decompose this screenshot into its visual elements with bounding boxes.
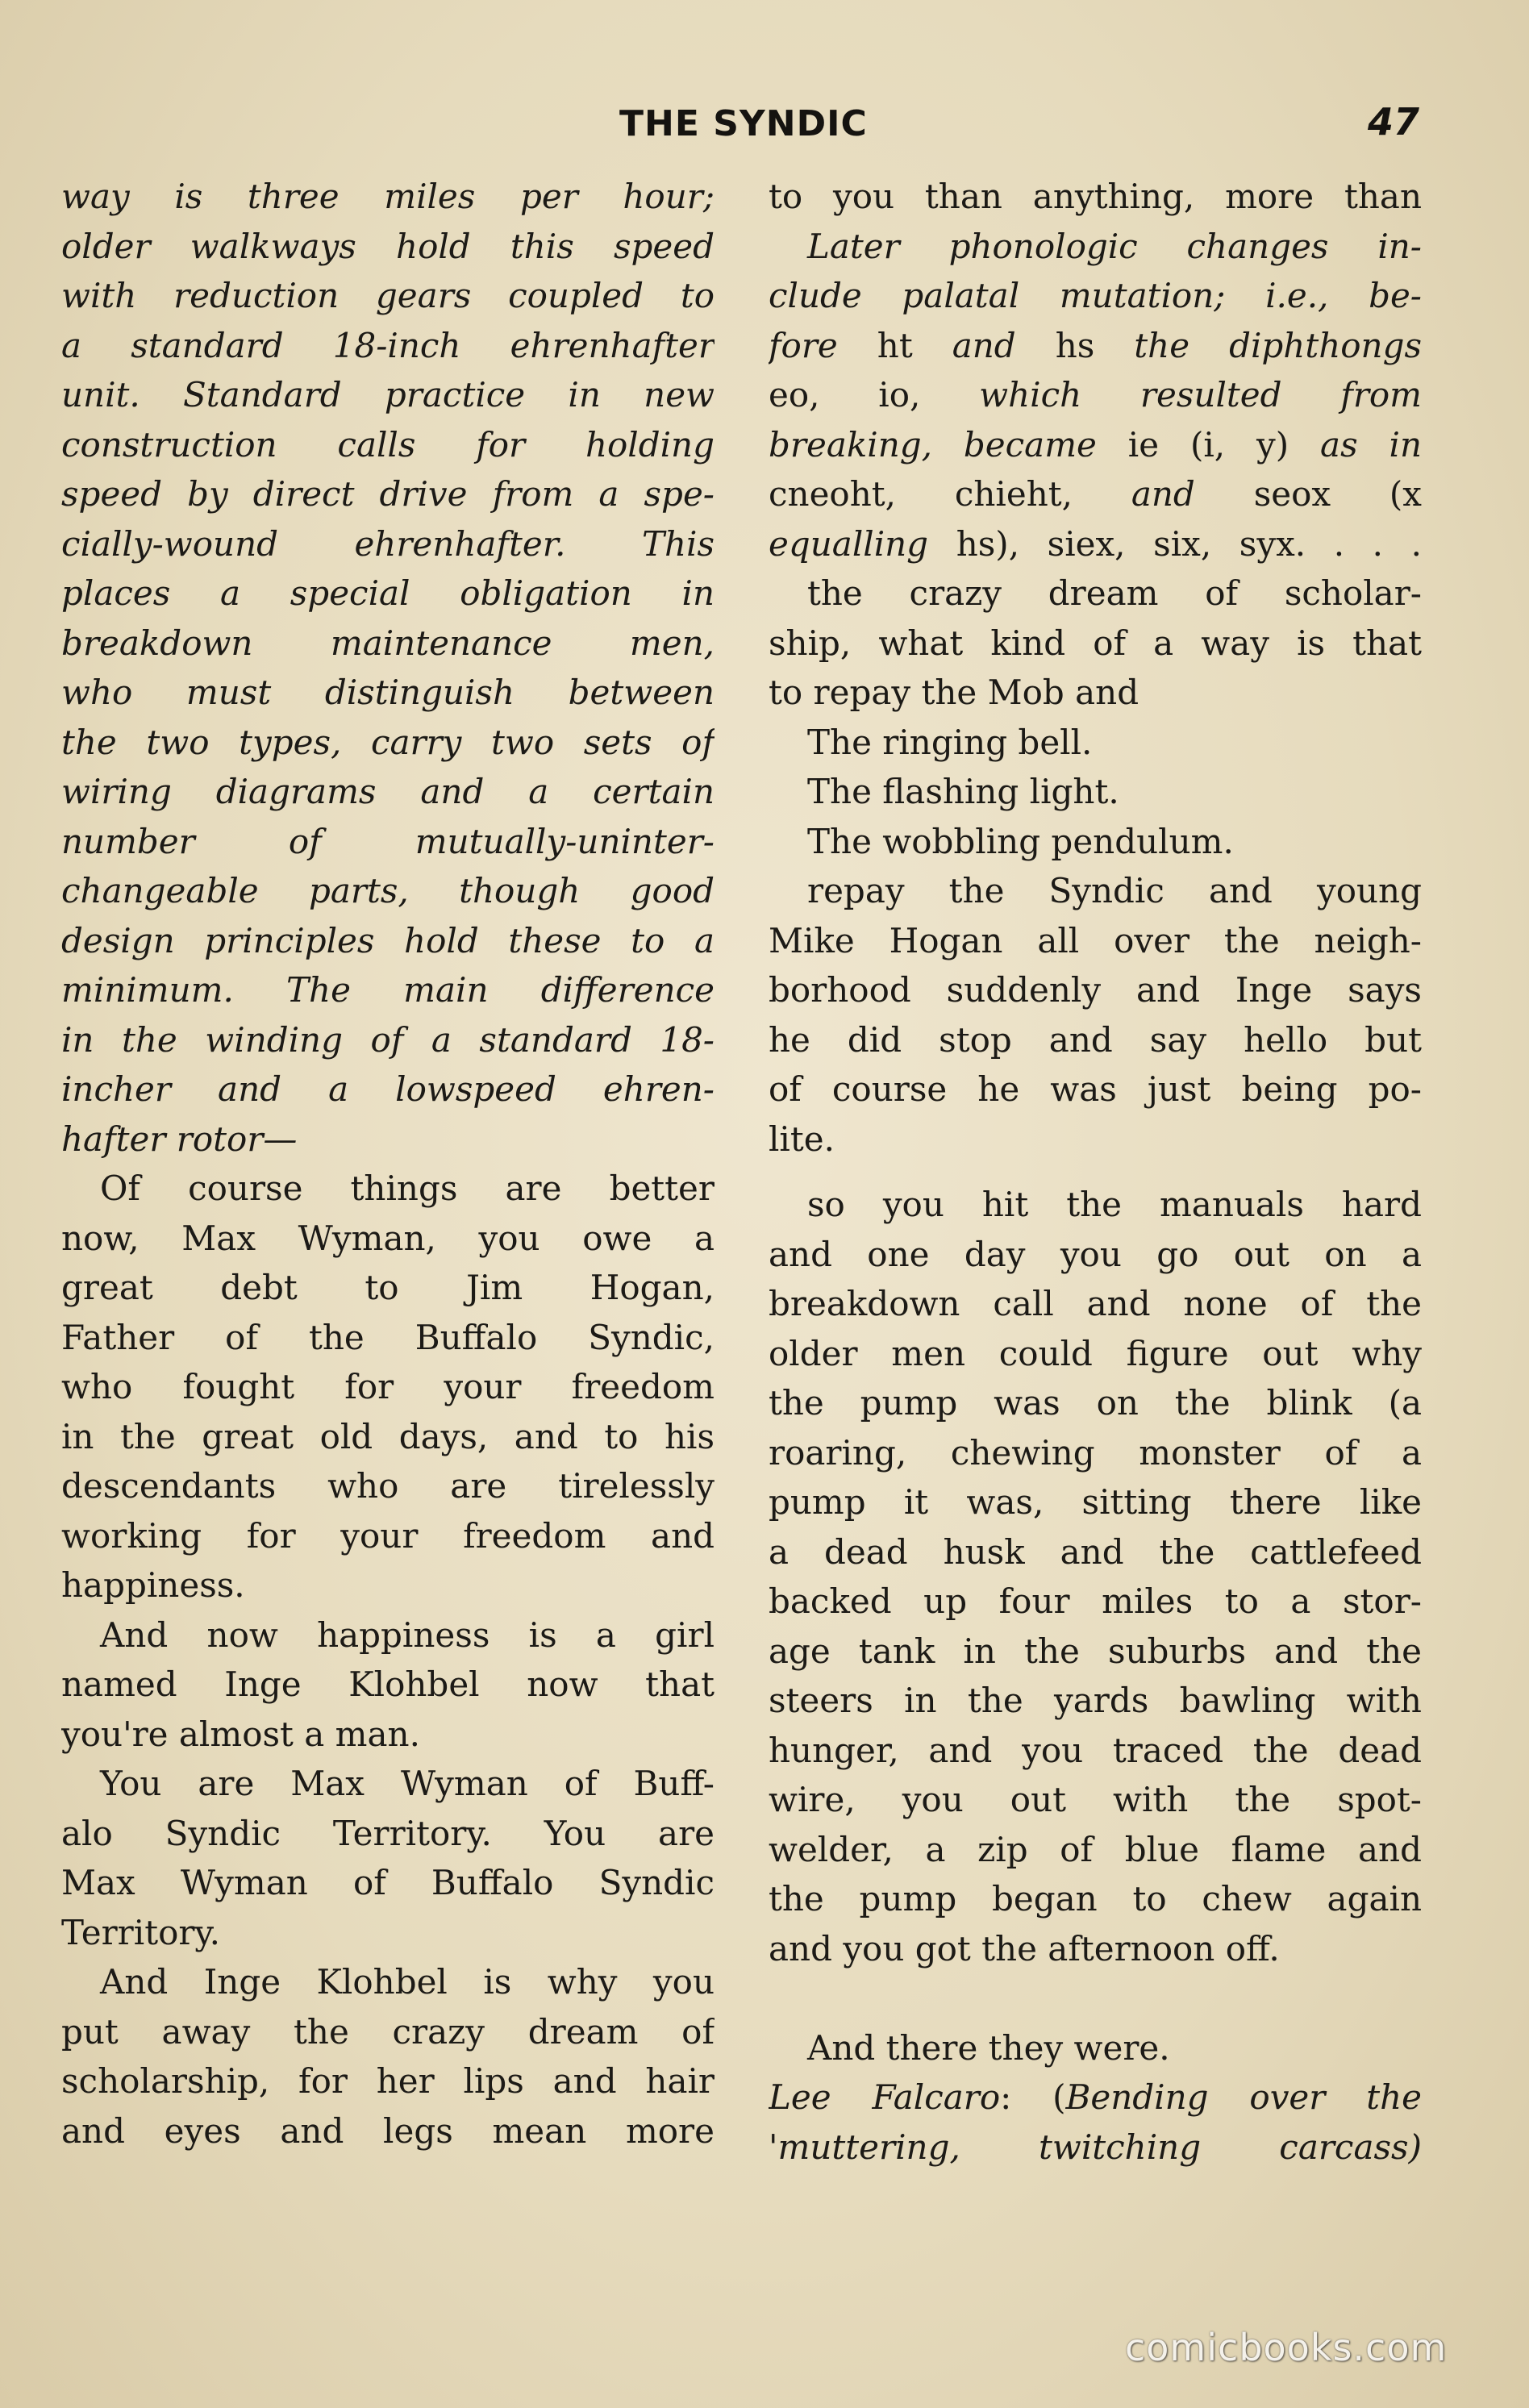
text-line: working for your freedom and <box>61 1515 715 1556</box>
text-line <box>769 469 1422 519</box>
paragraph-first-line: The ringing bell. <box>807 722 1093 762</box>
text-line: the pump began to chew again <box>769 1879 1422 1918</box>
text-line: and eyes and legs mean more <box>61 2110 715 2151</box>
text-span: and <box>1131 474 1195 514</box>
paragraph-first-line: The wobbling pendulum. <box>807 821 1234 861</box>
paragraph-first-line: the crazy dream of scholar- <box>807 573 1422 613</box>
text-line: he did stop and say hello but <box>769 1019 1422 1060</box>
text-line: and you got the afternoon off. <box>769 1928 1280 1968</box>
text-line: in the winding of a standard 18- <box>61 1019 715 1060</box>
paragraph-first-line: so you hit the manuals hard <box>807 1185 1422 1224</box>
paragraph-first-line: And now happiness is a girl <box>100 1614 715 1655</box>
text-line: speed by direct drive from a spe- <box>61 474 715 514</box>
text-line: older walkways hold this speed <box>61 226 715 266</box>
text-line: steers in the yards bawling with <box>769 1681 1422 1720</box>
text-line: ship, what kind of a way is that <box>769 623 1422 663</box>
text-span: the diphthongs <box>1134 325 1422 365</box>
paragraph-first-line: You are Max Wyman of Buff- <box>100 1764 715 1803</box>
text-span: fore <box>769 325 838 365</box>
text-line: welder, a zip of blue flame and <box>769 1829 1422 1869</box>
text-line: put away the crazy dream of <box>61 2011 715 2052</box>
text-line: unit. Standard practice in new <box>61 375 715 415</box>
watermark: comicbooks.com <box>1125 2326 1448 2369</box>
text-line: changeable parts, though good <box>61 871 715 910</box>
text-line: with reduction gears coupled to <box>61 276 715 315</box>
text-line: hunger, and you traced the dead <box>769 1730 1422 1770</box>
paragraph-first-line: And Inge Klohbel is why you <box>100 1962 715 2002</box>
running-title: THE SYNDIC <box>619 103 868 144</box>
text-line: breakdown call and none of the <box>769 1284 1422 1323</box>
paragraph-first-line: Later phonologic changes in- <box>807 226 1422 266</box>
text-line: the two types, carry two sets of <box>61 722 715 762</box>
text-span: hs), siex, six, syx. . . . <box>956 523 1422 564</box>
text-span: : ( <box>1000 2077 1066 2117</box>
text-line: Father of the Buffalo Syndic, <box>61 1317 715 1357</box>
text-span: hs <box>1055 325 1095 365</box>
text-line: to repay the Mob and <box>769 673 1139 712</box>
text-line: minimum. The main difference <box>61 970 715 1010</box>
text-line <box>769 519 1422 569</box>
paragraph-gap <box>769 1164 1422 1180</box>
text-line: Max Wyman of Buffalo Syndic <box>61 1863 715 1902</box>
text-line: now, Max Wyman, you owe a <box>61 1218 715 1258</box>
text-line: descendants who are tirelessly <box>61 1466 715 1506</box>
text-line: who fought for your freedom <box>61 1367 715 1406</box>
text-span: equalling <box>769 523 929 564</box>
text-line: incher and a lowspeed ehren- <box>61 1069 715 1109</box>
text-line: roaring, chewing monster of a <box>769 1432 1422 1473</box>
text-line: cially-wound ehrenhafter. This <box>61 523 715 564</box>
text-span: seox (x <box>1253 474 1422 514</box>
text-span: eo, <box>769 375 820 415</box>
text-line: backed up four miles to a stor- <box>769 1581 1422 1621</box>
text-line: wiring diagrams and a certain <box>61 772 715 811</box>
text-line: borhood suddenly and Inge says <box>769 970 1422 1010</box>
paragraph-first-line: repay the Syndic and young <box>807 871 1422 910</box>
text-line: a standard 18-inch ehrenhafter <box>61 325 715 365</box>
text-line: Mike Hogan all over the neigh- <box>769 920 1422 960</box>
text-line: you're almost a man. <box>61 1714 420 1754</box>
text-line: older men could figure out why <box>769 1333 1422 1373</box>
stage-direction: Bending over the <box>1065 2077 1422 2117</box>
text-line: breakdown maintenance men, <box>61 623 715 663</box>
text-line: happiness. <box>61 1565 245 1605</box>
text-line: design principles hold these to a <box>61 920 715 960</box>
text-line <box>769 370 1422 420</box>
text-line: scholarship, for her lips and hair <box>61 2061 715 2101</box>
text-line: number of mutually-uninter- <box>61 821 715 861</box>
text-line: age tank in the suburbs and the <box>769 1631 1422 1671</box>
text-line <box>769 420 1422 470</box>
text-line: the pump was on the blink (a <box>769 1383 1422 1423</box>
text-line <box>769 2073 1422 2123</box>
paragraph-first-line: The flashing light. <box>807 772 1119 811</box>
paragraph-first-line: And there they were. <box>807 2027 1170 2068</box>
text-line: hafter rotor— <box>61 1119 298 1159</box>
text-line: lite. <box>769 1119 835 1159</box>
text-line: great debt to Jim Hogan, <box>61 1268 715 1307</box>
text-line: places a special obligation in <box>61 573 715 613</box>
text-line: who must distinguish between <box>61 673 715 712</box>
speaker-name: Lee Falcaro <box>769 2077 1001 2117</box>
paragraph-gap <box>769 1973 1422 2023</box>
text-line: to you than anything, more than <box>769 177 1422 216</box>
text-line <box>769 321 1422 371</box>
text-line: wire, you out with the spot- <box>769 1780 1422 1819</box>
text-line: and one day you go out on a <box>769 1234 1422 1274</box>
text-line: of course he was just being po- <box>769 1069 1422 1109</box>
text-span: breaking, became <box>769 424 1097 465</box>
page-header <box>0 100 1529 152</box>
paragraph-first-line: Of course things are better <box>100 1169 715 1208</box>
text-span: which resulted from <box>979 375 1422 415</box>
text-span: io, <box>878 375 921 415</box>
right-column <box>769 172 1422 2172</box>
text-line: named Inge Klohbel now that <box>61 1664 715 1704</box>
left-column <box>61 172 715 2156</box>
text-line: way is three miles per hour; <box>61 177 715 216</box>
text-line: Territory. <box>61 1912 220 1952</box>
text-line: alo Syndic Territory. You are <box>61 1813 715 1853</box>
text-span: cneoht, chieht, <box>769 474 1073 514</box>
text-span: and <box>952 325 1016 365</box>
page-number: 47 <box>1368 100 1420 144</box>
text-line: construction calls for holding <box>61 424 715 465</box>
text-line: pump it was, sitting there like <box>769 1482 1422 1522</box>
text-line: a dead husk and the cattlefeed <box>769 1531 1422 1572</box>
stage-direction: 'muttering, twitching carcass) <box>769 2127 1422 2167</box>
text-line: clude palatal mutation; i.e., be- <box>769 276 1422 315</box>
text-line: in the great old days, and to his <box>61 1416 715 1456</box>
text-span: as in <box>1320 424 1422 465</box>
text-span: ie (i, y) <box>1127 424 1289 465</box>
text-span: ht <box>877 325 913 365</box>
